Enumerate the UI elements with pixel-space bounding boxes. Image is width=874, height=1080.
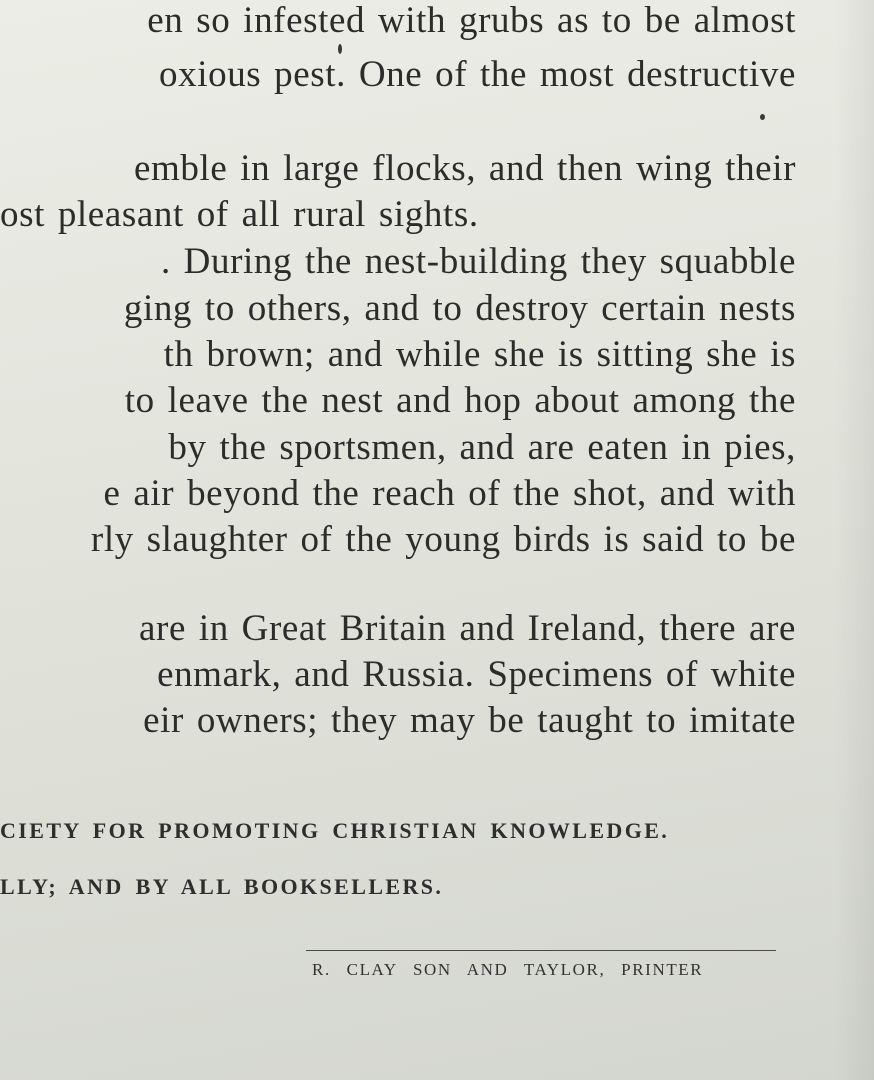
printer-credit: R. CLAY SON AND TAYLOR, PRINTER — [312, 960, 704, 979]
body-line-8: to leave the nest and hop about among the — [124, 380, 796, 421]
body-line-11: rly slaughter of the young birds is said to be — [90, 519, 796, 560]
body-line-2: oxious pest. One of the most destructive — [159, 54, 796, 95]
body-line-7: th brown; and while she is sitting she is — [163, 334, 796, 375]
printer-rule — [306, 950, 776, 951]
bookseller-line: LLY; AND BY ALL BOOKSELLERS. — [0, 874, 444, 899]
body-line-9: by the sportsmen, and are eaten in pies, — [168, 427, 796, 468]
body-line-3: emble in large flocks, and then wing their — [133, 148, 796, 189]
page-shadow — [834, 0, 874, 1080]
body-line-10: e air beyond the reach of the shot, and with — [103, 473, 796, 514]
body-line-13: enmark, and Russia. Specimens of white — [157, 654, 796, 695]
body-line-14: eir owners; they may be taught to imitate — [143, 700, 796, 741]
ink-speck — [760, 114, 765, 120]
body-line-6: ging to others, and to destroy certain nests — [123, 288, 796, 329]
ink-speck — [338, 44, 342, 54]
body-line-4: ost pleasant of all rural sights. — [0, 194, 479, 235]
body-line-1: en so infested with grubs as to be almost — [147, 0, 796, 41]
publisher-line: CIETY FOR PROMOTING CHRISTIAN KNOWLEDGE. — [0, 818, 670, 843]
body-line-5: . During the nest-building they squabble — [160, 241, 796, 282]
body-line-12: are in Great Britain and Ireland, there are — [139, 608, 796, 649]
